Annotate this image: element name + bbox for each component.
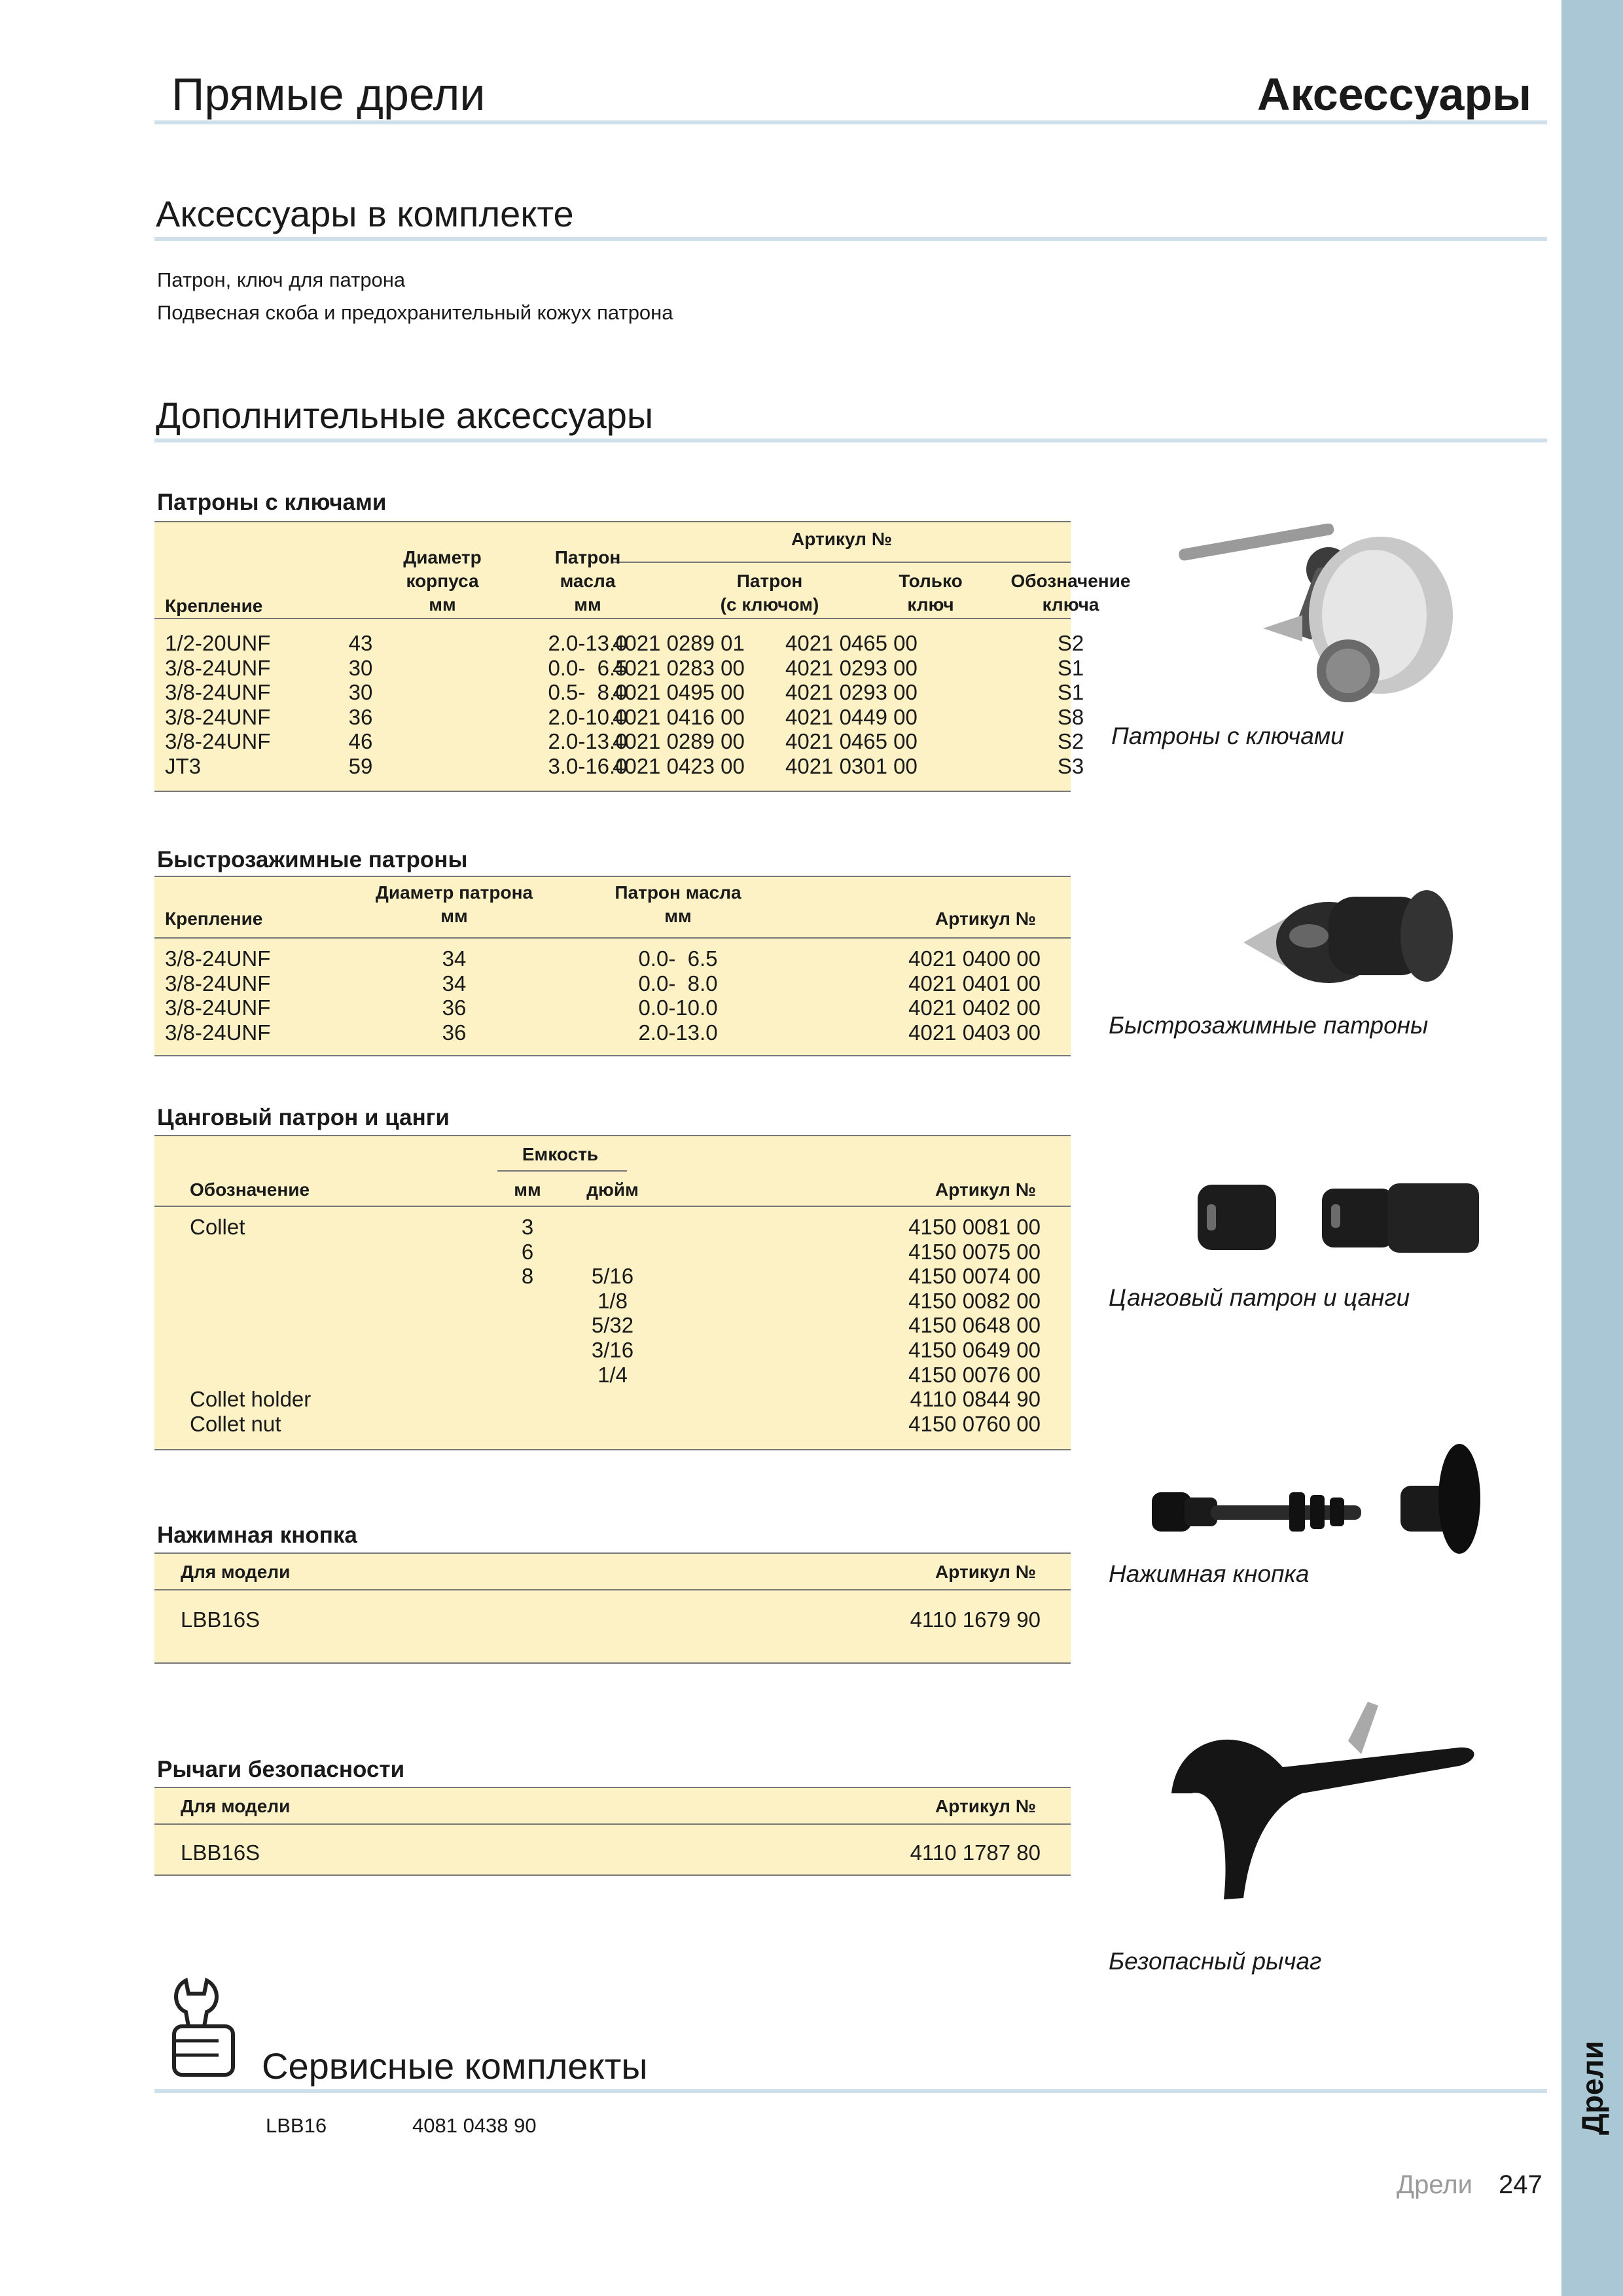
table-cell: Collet: [190, 1215, 245, 1239]
table-cell: 4110 1787 80: [910, 1840, 1041, 1865]
table-cell: 4021 0293 00: [785, 680, 918, 705]
table-cell: 4150 0760 00: [908, 1411, 1041, 1436]
table-cell: S1: [1057, 680, 1084, 705]
table-cell: LBB16S: [181, 1840, 260, 1865]
push-button-photo: [1139, 1420, 1492, 1577]
included-line: Патрон, ключ для патрона: [157, 268, 406, 291]
table-cell: 5/16: [591, 1264, 634, 1289]
table-cell: S8: [1057, 704, 1084, 729]
service-heading: Сервисные комплекты: [262, 2045, 648, 2087]
table-group-header: Артикул №: [791, 529, 892, 549]
safety-lever-photo: [1152, 1695, 1492, 1918]
wrench-hand-icon: [166, 1974, 245, 2079]
table-cell: Collet nut: [190, 1411, 281, 1436]
table-cell: 3/16: [591, 1338, 634, 1362]
table-cell: 2.0-13.0: [548, 631, 628, 655]
sidebar-label: Дрели: [1575, 2041, 1609, 2135]
table-cell: 4021 0289 01: [613, 631, 745, 655]
included-rule: [154, 237, 1547, 241]
table-cell: 0.0- 6.5: [638, 946, 718, 971]
table-cell: 4021 0465 00: [785, 631, 918, 655]
table-cell: 4021 0401 00: [908, 971, 1041, 996]
table-cell: 3/8-24UNF: [165, 729, 271, 754]
footer-chapter: Дрели: [1397, 2170, 1472, 2199]
table-cell: 1/4: [597, 1362, 628, 1387]
table-cell: 4021 0283 00: [613, 655, 745, 680]
table-cell: 3/8-24UNF: [165, 946, 271, 971]
table-cell: 3/8-24UNF: [165, 655, 271, 680]
push-button-table: [154, 1552, 1071, 1664]
table-cell: JT3: [165, 754, 202, 778]
table-cell: 46: [348, 729, 373, 754]
table-cell: 4150 0082 00: [908, 1288, 1041, 1313]
table-cell: 36: [348, 704, 373, 729]
table-cell: 3/8-24UNF: [165, 996, 271, 1020]
table-cell: LBB16S: [181, 1607, 260, 1632]
table-cell: 36: [442, 996, 467, 1020]
column-header: дюйм: [586, 1179, 639, 1200]
table-cell: 6: [521, 1239, 534, 1264]
safety-levers-caption: Безопасный рычаг: [1109, 1948, 1322, 1975]
table-cell: 36: [442, 1020, 467, 1045]
table-cell: 43: [348, 631, 373, 655]
additional-heading: Дополнительные аксессуары: [156, 395, 654, 436]
collets-caption: Цанговый патрон и цанги: [1109, 1284, 1410, 1311]
column-header: Патрон (с ключом): [720, 571, 819, 615]
push-button-title: Нажимная кнопка: [157, 1522, 357, 1548]
column-header: Только ключ: [899, 571, 963, 615]
table-cell: 4021 0423 00: [613, 754, 745, 778]
column-header: Обозначение ключа: [1010, 571, 1131, 615]
column-header: Артикул №: [935, 908, 1036, 929]
service-article: 4081 0438 90: [412, 2114, 537, 2137]
column-header: Патрон масла мм: [554, 547, 621, 615]
table-cell: S3: [1057, 754, 1084, 778]
table-group-header: Емкость: [522, 1144, 599, 1164]
column-header: Крепление: [165, 596, 263, 616]
collets-title: Цанговый патрон и цанги: [157, 1105, 450, 1130]
table-cell: 1/8: [597, 1288, 628, 1313]
keyless-chucks-table: [154, 876, 1071, 1056]
collets-table: [154, 1135, 1071, 1450]
included-heading: Аксессуары в комплекте: [156, 193, 574, 234]
column-header: Для модели: [181, 1796, 291, 1816]
page-number: 247: [1499, 2170, 1543, 2199]
group-underline: [613, 562, 1071, 563]
table-cell: 0.5- 8.0: [548, 680, 628, 705]
keyless-chucks-caption: Быстрозажимные патроны: [1109, 1012, 1429, 1039]
table-cell: 2.0-13.0: [548, 729, 628, 754]
table-cell: 4150 0649 00: [908, 1338, 1041, 1362]
header-underline: [154, 937, 1071, 939]
header-underline: [154, 1206, 1071, 1207]
table-cell: 0.0- 6.5: [548, 655, 628, 680]
column-header: Крепление: [165, 908, 263, 929]
table-cell: S1: [1057, 655, 1084, 680]
table-cell: 4021 0301 00: [785, 754, 918, 778]
table-cell: 4110 1679 90: [910, 1607, 1041, 1632]
table-cell: 4150 0648 00: [908, 1313, 1041, 1338]
chucks-with-keys-title: Патроны с ключами: [157, 490, 387, 515]
table-cell: 4021 0403 00: [908, 1020, 1041, 1045]
table-cell: Collet holder: [190, 1387, 312, 1412]
header-rule: [154, 120, 1547, 124]
sidebar-tab: [1561, 0, 1623, 2296]
table-cell: 0.0-10.0: [638, 996, 718, 1020]
table-cell: 34: [442, 946, 467, 971]
group-underline: [497, 1170, 627, 1172]
column-header: Обозначение: [190, 1179, 310, 1200]
column-header: Диаметр патрона мм: [375, 882, 533, 926]
chuck-with-key-photo: [1152, 524, 1492, 720]
safety-levers-title: Рычаги безопасности: [157, 1757, 405, 1782]
table-cell: 3/8-24UNF: [165, 704, 271, 729]
table-cell: 2.0-10.0: [548, 704, 628, 729]
column-header: Патрон масла мм: [615, 882, 741, 926]
column-header: Артикул №: [935, 1796, 1036, 1816]
table-cell: 4110 0844 90: [910, 1387, 1041, 1412]
table-cell: 3/8-24UNF: [165, 680, 271, 705]
additional-rule: [154, 439, 1547, 442]
table-cell: 30: [348, 655, 373, 680]
table-cell: 3/8-24UNF: [165, 1020, 271, 1045]
table-cell: 4150 0075 00: [908, 1239, 1041, 1264]
table-cell: 4021 0495 00: [613, 680, 745, 705]
header-underline: [154, 1823, 1071, 1825]
keyless-chuck-photo: [1230, 864, 1479, 995]
keyless-chucks-title: Быстрозажимные патроны: [157, 847, 468, 872]
table-cell: 3: [521, 1215, 534, 1239]
table-cell: 34: [442, 971, 467, 996]
included-line: Подвесная скоба и предохранительный кожух патрона: [157, 301, 673, 324]
table-cell: 4021 0465 00: [785, 729, 918, 754]
table-cell: 4021 0402 00: [908, 996, 1041, 1020]
table-cell: 59: [348, 754, 373, 778]
column-header: мм: [514, 1179, 541, 1200]
table-cell: 4021 0400 00: [908, 946, 1041, 971]
collet-photo: [1178, 1165, 1492, 1270]
header-underline: [154, 618, 1071, 619]
page-title: Прямые дрели: [171, 69, 486, 120]
table-cell: 3.0-16.0: [548, 754, 628, 778]
table-cell: S2: [1057, 631, 1084, 655]
service-model: LBB16: [266, 2114, 327, 2137]
header-underline: [154, 1589, 1071, 1590]
column-header: Диаметр корпуса мм: [403, 547, 482, 615]
table-cell: 4021 0293 00: [785, 655, 918, 680]
column-header: Для модели: [181, 1562, 291, 1582]
column-header: Артикул №: [935, 1179, 1036, 1200]
table-cell: 5/32: [591, 1313, 634, 1338]
table-cell: 4150 0081 00: [908, 1215, 1041, 1239]
table-cell: 0.0- 8.0: [638, 971, 718, 996]
table-cell: 4021 0289 00: [613, 729, 745, 754]
table-cell: 4021 0449 00: [785, 704, 918, 729]
table-cell: S2: [1057, 729, 1084, 754]
table-cell: 8: [521, 1264, 534, 1289]
table-cell: 2.0-13.0: [638, 1020, 718, 1045]
chucks-with-keys-caption: Патроны с ключами: [1111, 723, 1344, 749]
table-cell: 1/2-20UNF: [165, 631, 271, 655]
table-cell: 4150 0076 00: [908, 1362, 1041, 1387]
service-rule: [154, 2089, 1547, 2093]
section-name: Аксессуары: [1257, 69, 1531, 120]
chucks-with-keys-table: [154, 521, 1131, 792]
table-cell: 4021 0416 00: [613, 704, 745, 729]
table-cell: 4150 0074 00: [908, 1264, 1041, 1289]
sidebar-label-box: [1561, 2022, 1623, 2153]
table-cell: 3/8-24UNF: [165, 971, 271, 996]
table-cell: 30: [348, 680, 373, 705]
push-button-caption: Нажимная кнопка: [1109, 1560, 1310, 1587]
column-header: Артикул №: [935, 1562, 1036, 1582]
safety-levers-table: [154, 1787, 1071, 1876]
